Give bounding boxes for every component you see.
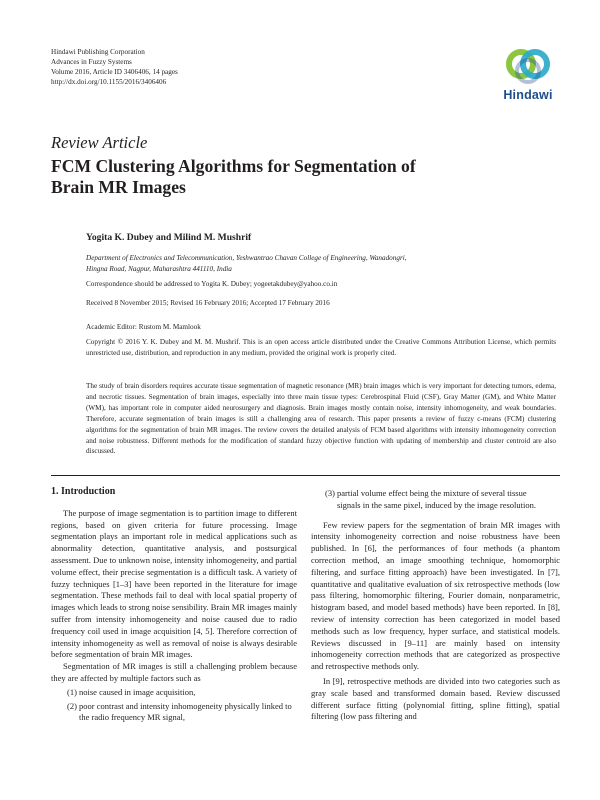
list-item-number: (3) [325, 488, 335, 498]
logo-text: Hindawi [503, 88, 553, 102]
affiliation-line-1: Department of Electronics and Telecommunication, Yeshwantrao Chavan College of Engineering, Wanadongri, [86, 254, 407, 262]
article-title [51, 156, 511, 198]
paragraph: In [9], retrospective methods are divided into two categories such as gray scale based and transformed domain based. Review discussed different surface fitting (polynomial fitting, spline fitting), spatial filtering (low pass filtering and [311, 675, 560, 722]
list-item-number: (1) [67, 686, 77, 697]
section-heading: 1. Introduction [51, 486, 116, 497]
abstract: The study of brain disorders requires accurate tissue segmentation of magnetic resonance (MR) brain images which is very important for detecting tumors, edema, and necrotic tissues. Segmentation of brain images, especially into three main tissue types: Cerebrospinal Fluid (CSF), Gray Matter (GM), and White Matter (WM), has important role in computer aided neurosurgery and diagnosis. Brain images mostly contain noise, intensity inhomogeneity, and weak boundaries. Therefore, accurate segmentation of brain images is still a challenging area of research. This paper presents a review of fuzzy c-means (FCM) clustering algorithms for the segmentation of brain MR images. The review covers the detailed analysis of FCM based algorithms with intensity inhomogeneity correction and noise robustness. Different methods for the modification of standard fuzzy objective function with updating of membership and cluster centroid are also discussed. [86, 382, 556, 456]
authors: Yogita K. Dubey and Milind M. Mushrif [86, 232, 252, 243]
journal-name: Advances in Fuzzy Systems [51, 58, 132, 66]
volume-info: Volume 2016, Article ID 3406406, 14 pages [51, 68, 178, 76]
title-line-1: FCM Clustering Algorithms for Segmentation of [51, 156, 416, 176]
list-item [51, 701, 297, 725]
academic-editor: Academic Editor: Rustom M. Mamlook [86, 323, 201, 331]
factor-list [51, 687, 297, 724]
paragraph: Few review papers for the segmentation of brain MR images with intensity inhomogeneity correction and noise robustness have been published. In [6], the performances of four methods (a phantom correction method, an image smoothing technique, homomorphic filtering, and surface fitting approach) have been investigated. In [7], quantitative and qualitative evaluation of six retrospective methods (low pass filtering, homomorphic filtering, Fourier domain, nonparametric, histogram based, and model based methods) have been reported. In [8], review of intensity correction has been categorized in model based methods such as low frequency, hyper surface, and statistical models. Reviews discussed in [9–11] are mainly based on intensity inhomogeneity correction methods that are categorized as prospective and retrospective methods only. [311, 519, 560, 672]
factor-list-continued [311, 488, 560, 512]
article-type: Review Article [51, 133, 148, 152]
copyright-notice: Copyright © 2016 Y. K. Dubey and M. M. Mushrif. This is an open access article distributed under the Creative Commons Attribution License, which permits unrestricted use, distribution, and reproduction in any medium, provided the original work is properly cited. [86, 338, 556, 357]
publication-info [51, 47, 178, 87]
right-column [311, 486, 560, 723]
list-item-number: (2) [67, 700, 77, 711]
paragraph: The purpose of image segmentation is to partition image to different regions, based on given criteria for future processing. Image segmentation plays an important role in medical applications such as abnormality detection, quantitative analysis, and postsurgical assessment. Due to unknown noise, intensity inhomogeneity, and partial volume effect, their precise segmentation is a difficult task. A variety of fuzzy techniques [1–3] have been reported in the literature for image segmentation. These methods fail to deal with local spatial property of images which leads to strong noise sensibility. Brain MR images mainly suffer from intensity inhomogeneity and noise caused due to radio frequency coil used in image acquisition [4, 5]. Therefore correction of intensity inhomogeneity as well as removal of noise is always desirable before segmentation of brain MR images. [51, 507, 297, 660]
title-line-2: Brain MR Images [51, 177, 186, 197]
received-dates: Received 8 November 2015; Revised 16 February 2016; Accepted 17 February 2016 [86, 299, 330, 307]
doi-link[interactable]: http://dx.doi.org/10.1155/2016/3406406 [51, 78, 167, 86]
list-item-text: partial volume effect being the mixture of several tissue signals in the same pixel, induced by the image resolution. [337, 488, 536, 510]
list-item [311, 488, 560, 512]
left-column [51, 486, 297, 726]
affiliation-line-2: Hingna Road, Nagpur, Maharashtra 441110, India [86, 265, 232, 273]
affiliation [86, 253, 556, 275]
publisher-name: Hindawi Publishing Corporation [51, 48, 145, 56]
list-item-text: poor contrast and intensity inhomogeneity physically linked to the radio frequency MR signal, [79, 700, 292, 723]
paragraph: Segmentation of MR images is still a challenging problem because they are affected by multiple factors such as [51, 661, 297, 683]
list-item-text: noise caused in image acquisition, [79, 686, 196, 697]
section-divider [51, 475, 560, 476]
list-item [51, 687, 297, 699]
correspondence: Correspondence should be addressed to Yogita K. Dubey; yogeetakdubey@yahoo.co.in [86, 280, 338, 288]
